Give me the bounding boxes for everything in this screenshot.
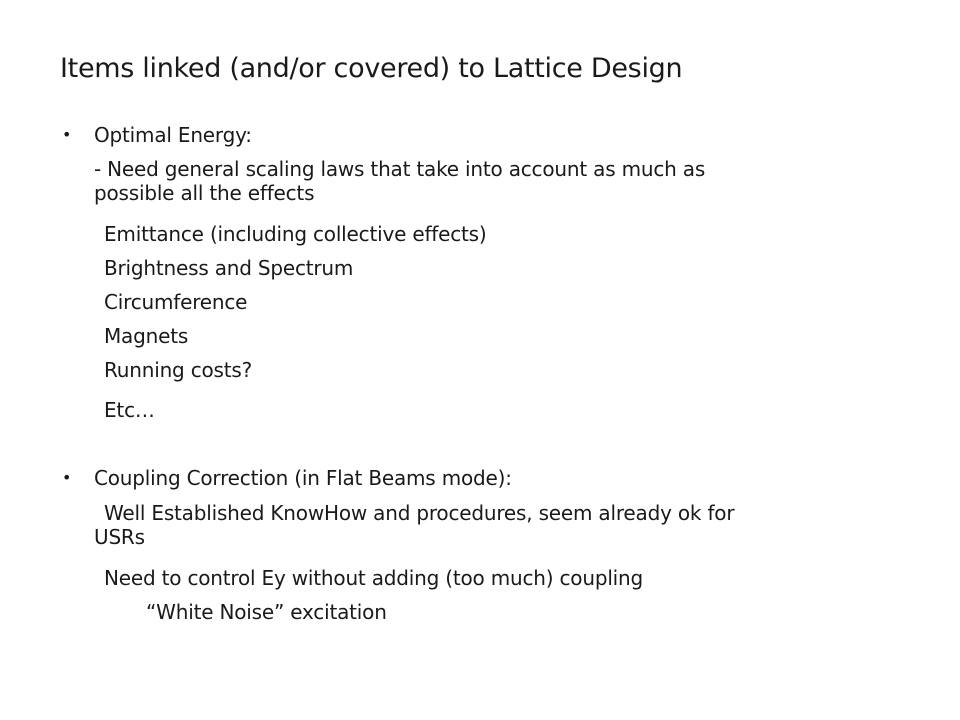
body-line: Etc… bbox=[104, 398, 155, 422]
body-line: Need to control Ey without adding (too much) coupling bbox=[104, 566, 643, 590]
section-heading-coupling-correction: Coupling Correction (in Flat Beams mode): bbox=[94, 466, 512, 490]
body-line: “White Noise” excitation bbox=[146, 600, 387, 624]
body-line: Well Established KnowHow and procedures, seem already ok for bbox=[104, 501, 735, 525]
body-line: possible all the effects bbox=[94, 181, 315, 205]
body-line: - Need general scaling laws that take into account as much as bbox=[94, 157, 706, 181]
body-line: USRs bbox=[94, 525, 145, 549]
body-line: Brightness and Spectrum bbox=[104, 256, 354, 280]
section-heading-optimal-energy: Optimal Energy: bbox=[94, 123, 252, 147]
body-line: Circumference bbox=[104, 290, 248, 314]
body-line: Magnets bbox=[104, 324, 189, 348]
slide-title: Items linked (and/or covered) to Lattice Design bbox=[60, 53, 683, 84]
body-line: Running costs? bbox=[104, 358, 253, 382]
bullet-marker: • bbox=[62, 125, 72, 144]
bullet-marker: • bbox=[62, 468, 72, 487]
body-line: Emittance (including collective effects) bbox=[104, 222, 487, 246]
